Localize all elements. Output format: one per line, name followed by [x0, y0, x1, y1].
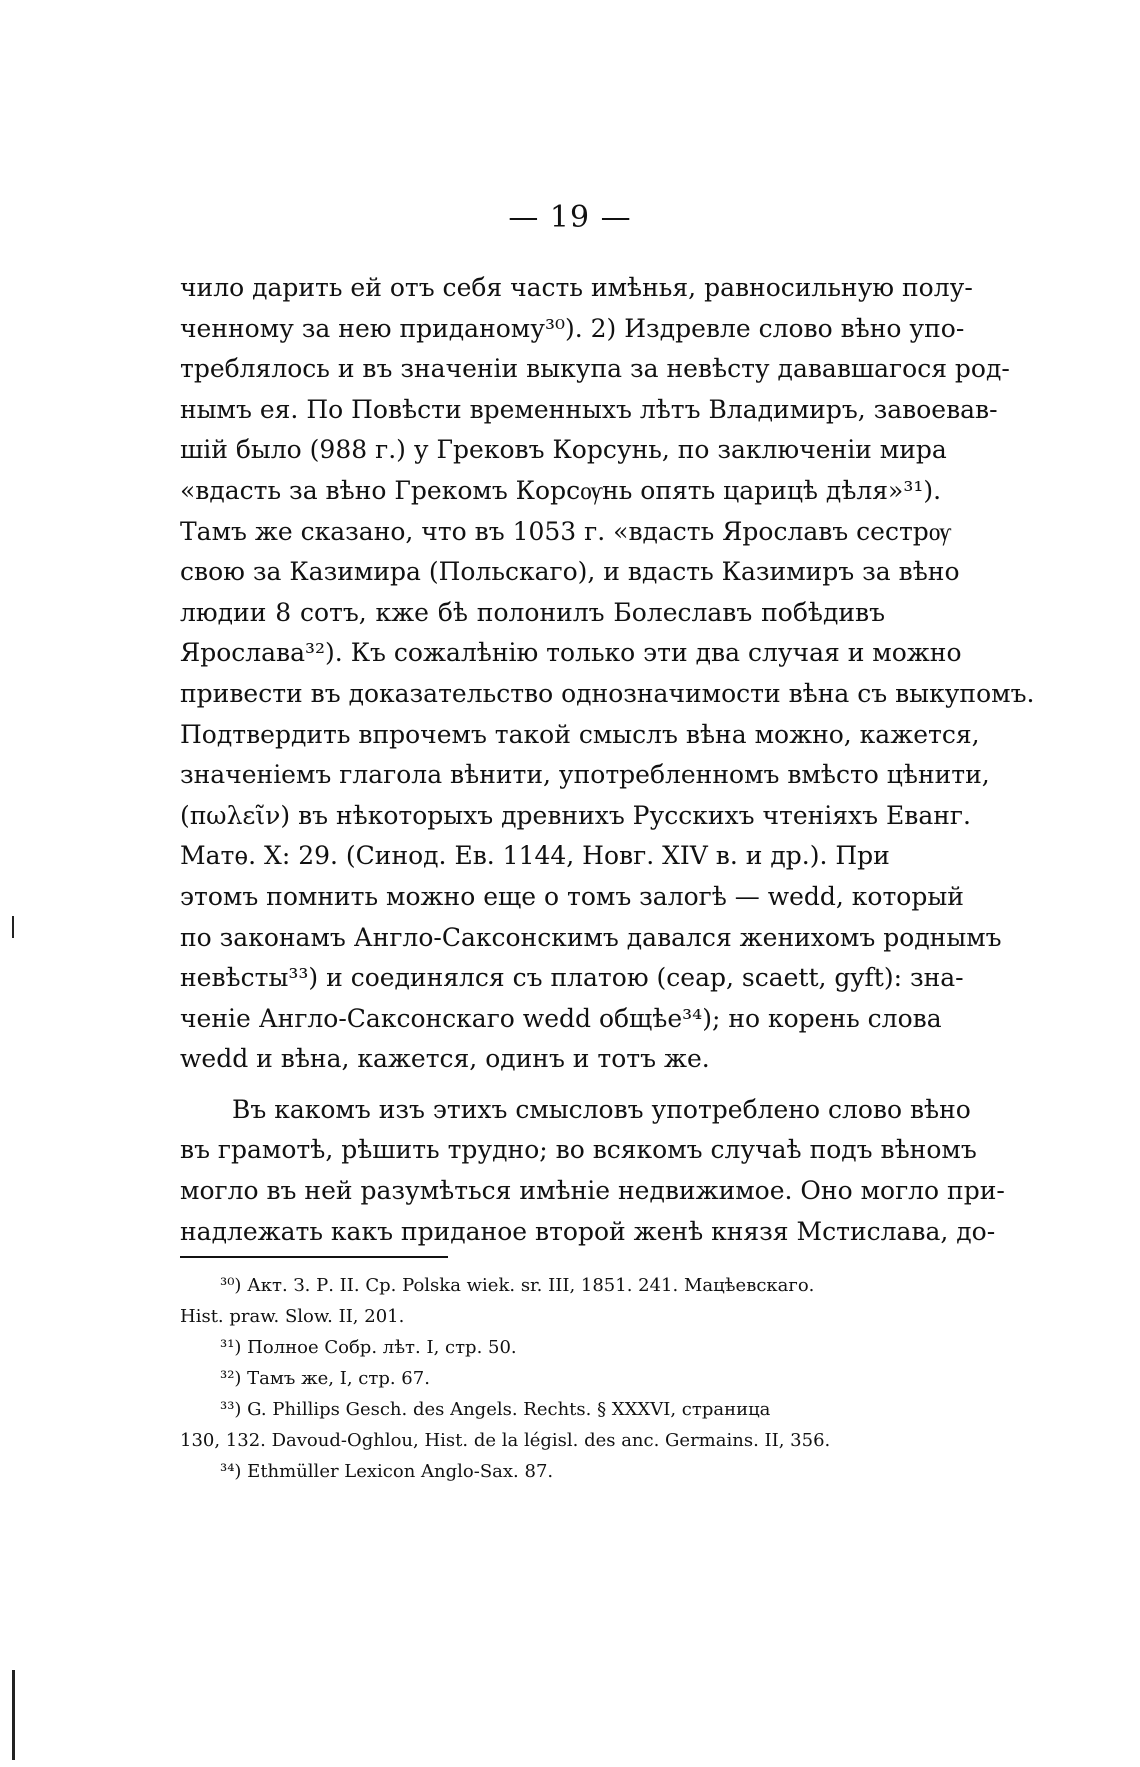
footnotes	[180, 1270, 885, 1487]
text-line: шій было (988 г.) у Грековъ Корсунь, по заключеніи мира	[180, 435, 947, 465]
text-line: привести въ доказательство однозначимости вѣна съ выкупомъ.	[180, 678, 1035, 708]
footnote-30-cont: Hist. praw. Slow. II, 201.	[180, 1306, 405, 1327]
text-line: ченному за нею приданому³⁰). 2) Издревле слово вѣно упо-	[180, 313, 965, 343]
text-line: свою за Казимира (Польскаго), и вдасть Казимиръ за вѣно	[180, 557, 960, 587]
text-line: надлежать какъ приданое второй женѣ князя Мстислава, до-	[180, 1216, 996, 1246]
text-line: могло въ ней разумѣться имѣніе недвижимое. Оно могло при-	[180, 1176, 1005, 1206]
page-number: — 19 —	[508, 200, 632, 235]
text-line: Въ какомъ изъ этихъ смысловъ употреблено слово вѣно	[232, 1094, 971, 1124]
text-line: (πωλεῖν) въ нѣкоторыхъ древнихъ Русскихъ чтеніяхъ Еванг.	[180, 800, 971, 830]
text-line: по законамъ Англо-Саксонскимъ давался женихомъ роднымъ	[180, 922, 1002, 952]
main-text	[180, 268, 1035, 1252]
text-line: треблялось и въ значеніи выкупа за невѣсту дававшагося род-	[180, 354, 1010, 384]
text-line: невѣсты³³) и соединялся съ платою (ceap, scaett, gyft): зна-	[180, 963, 964, 993]
text-line: этомъ помнить можно еще о томъ залогѣ — wedd, который	[180, 881, 964, 911]
text-line: Матѳ. X: 29. (Синод. Ев. 1144, Новг. XIV в. и др.). При	[180, 841, 890, 871]
footnote-33: ³³) G. Phillips Gesch. des Angels. Rechts. § XXXVI, страница	[220, 1399, 771, 1420]
scan-mark	[12, 916, 14, 938]
footnote-34: ³⁴) Ethmüller Lexicon Anglo-Sax. 87.	[220, 1461, 554, 1482]
text-line-last: wedd и вѣна, кажется, одинъ и тотъ же.	[180, 1044, 710, 1074]
footnote-32: ³²) Тамъ же, I, стр. 67.	[220, 1368, 430, 1389]
text-line: ченіе Англо-Саксонскаго wedd общѣе³⁴); но корень слова	[180, 1003, 942, 1033]
footnote-separator	[180, 1256, 448, 1258]
text-line: чило дарить ей отъ себя часть имѣнья, равносильную полу-	[180, 273, 973, 302]
text-line: Тамъ же сказано, что въ 1053 г. «вдасть Ярославъ сестрѹ	[180, 516, 951, 546]
text-line: въ грамотѣ, рѣшить трудно; во всякомъ случаѣ подъ вѣномъ	[180, 1135, 977, 1165]
text-line: Подтвердить впрочемъ такой смыслъ вѣна можно, кажется,	[180, 719, 980, 749]
paragraph-break	[180, 1080, 885, 1090]
text-line: людии 8 сотъ, кже бѣ полонилъ Болеславъ побѣдивъ	[180, 597, 885, 627]
text-line: нымъ ея. По Повѣсти временныхъ лѣтъ Владимиръ, завоевав-	[180, 394, 998, 424]
text-line: Ярослава³²). Къ сожалѣнію только эти два случая и можно	[180, 638, 962, 668]
footnote-31: ³¹) Полное Собр. лѣт. I, стр. 50.	[220, 1337, 517, 1358]
scan-mark	[12, 1670, 15, 1760]
footnote-33-cont: 130, 132. Davoud-Oghlou, Hist. de la législ. des anc. Germains. II, 356.	[180, 1430, 831, 1451]
text-line: «вдасть за вѣно Грекомъ Корсѹнь опять царицѣ дѣля»³¹).	[180, 475, 942, 505]
text-line: значеніемъ глагола вѣнити, употребленномъ вмѣсто цѣнити,	[180, 760, 990, 790]
footnote-30: ³⁰) Акт. З. Р. II. Ср. Polska wiek. sr. III, 1851. 241. Мацѣевскаго.	[220, 1275, 815, 1296]
